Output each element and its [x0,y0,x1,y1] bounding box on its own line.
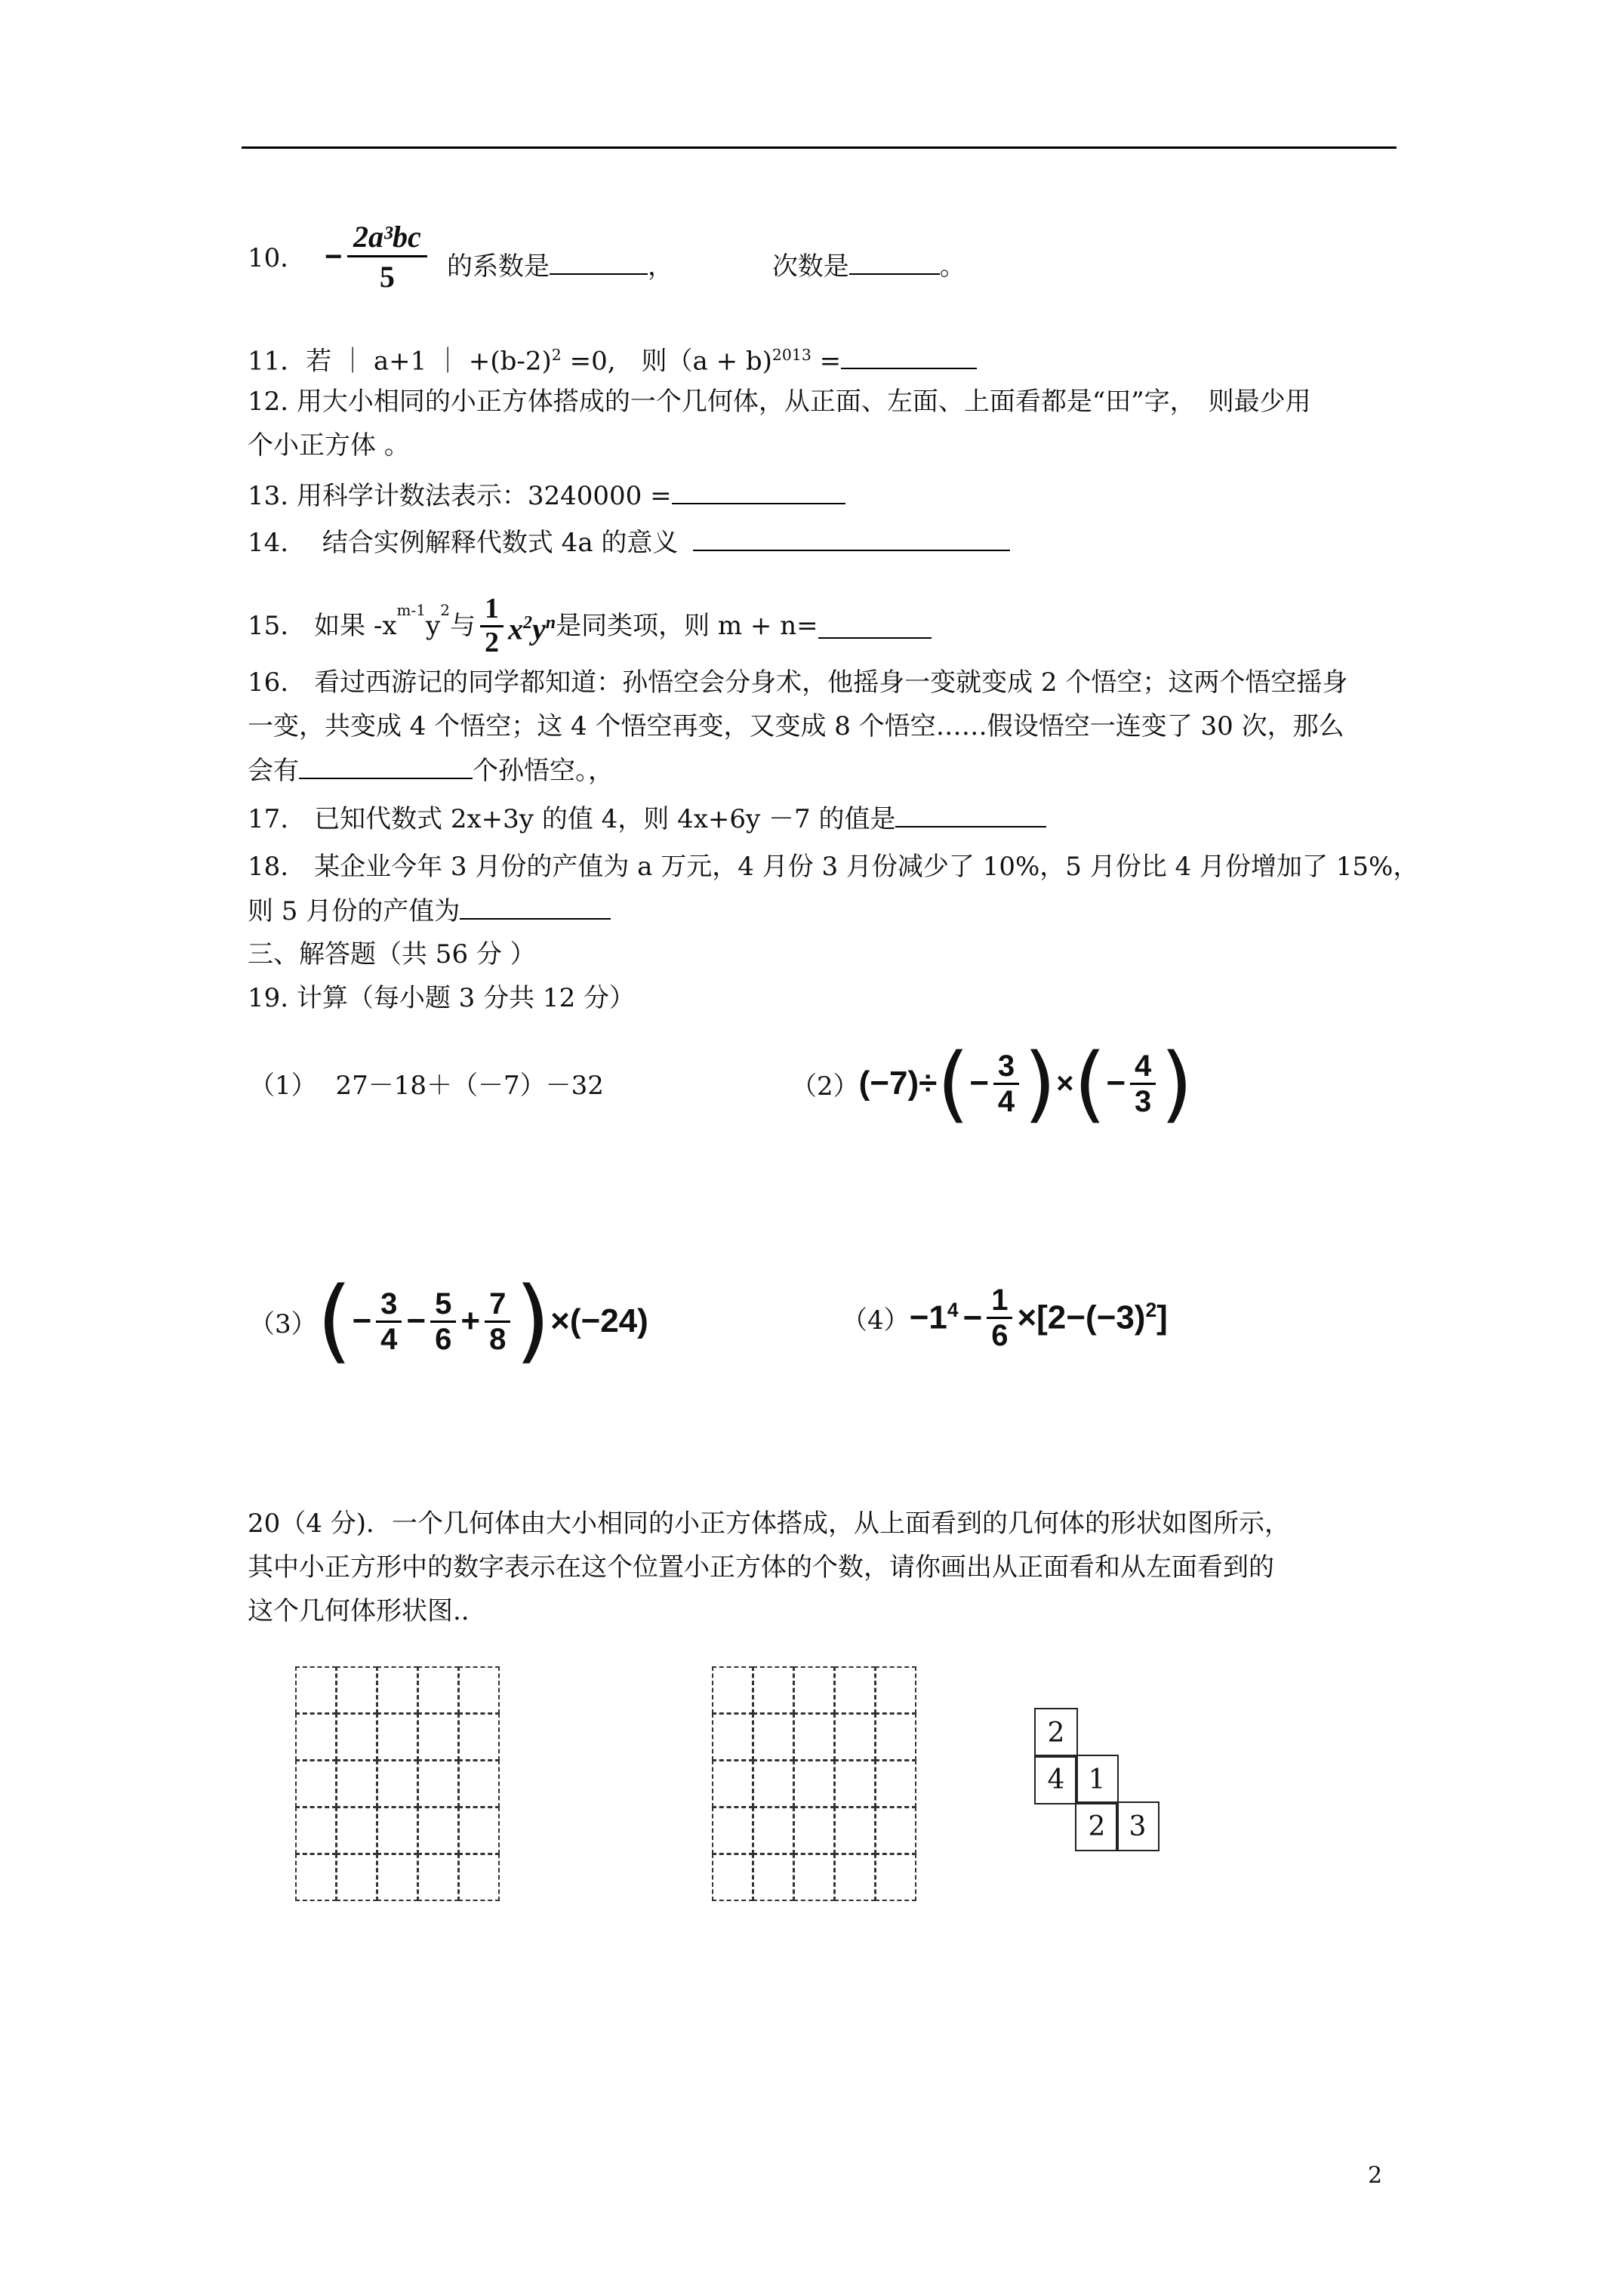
grid-cell[interactable] [295,1760,337,1808]
q19-part2-open-paren-1: ( [937,1035,970,1132]
q19-part4-tail-text: ×[2−(−3) [1017,1299,1146,1336]
grid-cell[interactable] [377,1713,418,1761]
q19-part2-lead: (−7)÷ [858,1065,938,1102]
grid-cell[interactable] [712,1854,753,1901]
grid-cell[interactable] [712,1760,753,1808]
question-14 [248,525,1010,559]
grid-cell[interactable] [793,1666,835,1714]
q15-monomial-x-exponent: 2 [522,613,532,633]
q19-part2-times: × [1056,1066,1074,1100]
q15-exponent-m: m-1 [396,601,426,619]
q10-comma: ， [648,251,673,282]
grid-cell[interactable] [336,1854,377,1901]
front-view-drawing-grid[interactable] [296,1667,500,1901]
q19-part4-minus: − [962,1299,983,1336]
grid-cell[interactable] [753,1807,794,1854]
q19-part2-open-paren-2: ( [1073,1035,1107,1132]
question-12-line1: 12. 用大小相同的小正方体搭成的一个几何体，从正面、左面、上面看都是“田”字， 则最少用 [248,387,1311,417]
page-number: 2 [1368,2162,1383,2189]
q13-answer-blank[interactable] [672,479,845,504]
q19-part3-open-paren: ( [316,1268,353,1373]
q19-part2-close-paren-2: ) [1160,1035,1193,1132]
grid-cell[interactable] [875,1807,916,1854]
grid-cell[interactable] [458,1666,500,1714]
left-view-drawing-grid[interactable] [713,1667,916,1901]
grid-cell[interactable] [875,1666,916,1714]
q13-text: 13. 用科学计数法表示：3240000 = [248,481,672,511]
grid-cell[interactable] [458,1713,500,1761]
q19-part4-close-bracket: ] [1156,1299,1168,1336]
q15-fraction [480,593,504,659]
q15-monomial [508,606,556,646]
q16-suffix: 个孙悟空。， [473,756,614,786]
q16-prefix: 会有 [248,756,299,786]
grid-cell[interactable] [793,1854,835,1901]
q19-part2-fraction-2-num: 4 [1130,1049,1156,1085]
q15-suffix: 是同类项，则 m + n= [556,611,818,642]
q15-with: 与 [449,611,476,642]
q18-answer-blank[interactable] [460,894,611,920]
grid-cell[interactable] [377,1854,418,1901]
grid-cell[interactable] [417,1713,459,1761]
q19-part2-fraction-1-den: 4 [997,1084,1015,1118]
grid-cell[interactable] [875,1760,916,1808]
grid-cell[interactable] [295,1807,337,1854]
question-11 [248,338,977,378]
q19-part3-fraction-1-den: 4 [380,1322,398,1356]
q19-part4 [842,1284,1168,1352]
section-3-title: 三、解答题（共 56 分 ） [248,939,536,969]
q16-answer-blank[interactable] [299,754,473,779]
grid-cell[interactable] [712,1666,753,1714]
q19-part1 [249,1069,604,1102]
question-20-line3: 这个几何体形状图.. [248,1596,470,1626]
q19-part3-plus: + [460,1302,481,1339]
q10-degree-blank[interactable] [849,249,940,275]
q15-fraction-numerator: 1 [480,593,504,627]
q19-part4-fraction-den: 6 [991,1319,1009,1352]
grid-cell[interactable] [793,1807,835,1854]
q15-monomial-x: x [507,612,523,646]
q19-part1-label: （1） [249,1071,317,1101]
q10-text [447,249,965,283]
q19-part4-fraction-num: 1 [987,1284,1012,1319]
top-view-cell: 4 [1034,1755,1078,1804]
q15-monomial-y: y [531,612,546,646]
grid-cell[interactable] [712,1807,753,1854]
grid-cell[interactable] [753,1666,794,1714]
top-view-cell: 3 [1116,1801,1160,1851]
q15-prefix: 15. 如果 -x [248,611,397,642]
q15-fraction-denominator: 2 [484,626,499,658]
question-20-line1: 20（4 分)．一个几何体由大小相同的小正方体搭成，从上面看到的几何体的形状如图所示， [248,1509,1290,1539]
grid-cell[interactable] [793,1713,835,1761]
top-view-cell: 1 [1075,1755,1119,1804]
q15-answer-blank[interactable] [818,613,932,639]
q19-part4-exponent-2: 2 [1145,1299,1157,1322]
grid-cell[interactable] [712,1713,753,1761]
q18-text: 则 5 月份的产值为 [248,896,460,926]
grid-cell[interactable] [377,1666,418,1714]
grid-cell[interactable] [417,1760,459,1808]
q19-part4-tail [1017,1299,1167,1337]
q19-part2-close-paren-1: ) [1024,1035,1057,1132]
grid-cell[interactable] [834,1854,876,1901]
q11-exponent: 2 [551,346,562,364]
grid-cell[interactable] [875,1854,916,1901]
grid-cell[interactable] [458,1807,500,1854]
q15-y: y [426,611,441,642]
top-view-cell: 2 [1075,1801,1119,1851]
q10-degree-label: 次数是 [771,251,849,282]
q10-fraction [347,219,427,297]
grid-cell[interactable] [875,1713,916,1761]
grid-cell[interactable] [834,1807,876,1854]
q10-period: 。 [939,251,965,282]
q19-part3-fraction-3-num: 7 [485,1287,510,1323]
q19-part4-base [910,1299,959,1337]
q14-answer-blank[interactable] [693,525,1010,551]
q19-part1-expression: 27－18＋（－7）－32 [335,1071,604,1101]
question-20-line2: 其中小正方形中的数字表示在这个位置小正方体的个数，请你画出从正面看和从左面看到的 [248,1552,1274,1583]
question-16-line2: 一变，共变成 4 个悟空；这 4 个悟空再变，又变成 8 个悟空……假设悟空一连变了 30 次，那么 [248,711,1344,741]
grid-cell[interactable] [417,1666,459,1714]
q19-part2-fraction-2 [1130,1049,1156,1118]
q11-exponent-2013: 2013 [771,346,812,364]
q10-number: 10． [248,243,306,273]
grid-cell[interactable] [336,1807,377,1854]
q10-fraction-denominator: 5 [379,260,395,294]
question-13 [248,479,845,513]
q19-part3-close-paren: ) [515,1268,551,1373]
grid-cell[interactable] [834,1713,876,1761]
q11-middle: =0, 则（a + b) [561,346,772,377]
q11-text: 11．若 ｜ a+1 ｜ +(b-2) [248,346,552,377]
q19-part3-fraction-3 [485,1287,510,1356]
question-19-title: 19. 计算（每小题 3 分共 12 分） [248,983,636,1013]
grid-cell[interactable] [834,1760,876,1808]
question-10 [248,240,342,275]
grid-cell[interactable] [336,1713,377,1761]
grid-cell[interactable] [834,1666,876,1714]
q19-part3-fraction-2 [430,1287,456,1356]
q19-part2-fraction-2-den: 3 [1135,1084,1152,1118]
q19-part3-minus-2: − [406,1302,427,1339]
q19-part4-base-value: −1 [909,1299,947,1336]
grid-cell[interactable] [336,1666,377,1714]
q19-part3-minus-1: − [352,1302,372,1339]
grid-cell[interactable] [417,1807,459,1854]
q19-part4-label: （4） [842,1305,910,1336]
grid-cell[interactable] [336,1760,377,1808]
q11-equals: = [811,346,842,377]
q19-part3-label: （3） [249,1308,317,1339]
grid-cell[interactable] [417,1854,459,1901]
q11-answer-blank[interactable] [841,344,977,369]
q17-answer-blank[interactable] [895,802,1046,827]
grid-cell[interactable] [753,1713,794,1761]
question-16-line3 [248,754,614,787]
grid-cell[interactable] [793,1760,835,1808]
grid-cell[interactable] [295,1666,337,1714]
q15-monomial-y-exponent: n [545,613,556,633]
top-view-cell: 2 [1034,1708,1078,1758]
grid-cell[interactable] [295,1854,337,1901]
q19-part2-label: （2） [791,1071,859,1102]
q10-coefficient-blank[interactable] [550,249,648,275]
q19-part2-fraction-1 [993,1049,1019,1118]
q19-part3 [249,1268,648,1373]
q19-part2-minus-2: − [1106,1065,1126,1102]
q19-part3-fraction-2-num: 5 [430,1287,456,1323]
grid-cell[interactable] [458,1854,500,1901]
q14-text: 14. 结合实例解释代数式 4a 的意义 [248,528,679,558]
q19-part4-exponent: 4 [947,1299,959,1322]
grid-cell[interactable] [458,1760,500,1808]
question-12-line2: 个小正方体 。 [248,430,410,461]
grid-cell[interactable] [377,1807,418,1854]
q10-coefficient-label: 的系数是 [447,251,550,282]
q15-exponent-y: 2 [440,601,450,619]
q19-part3-fraction-2-den: 6 [435,1322,452,1356]
grid-cell[interactable] [377,1760,418,1808]
q19-part2 [791,1035,1193,1132]
grid-cell[interactable] [753,1760,794,1808]
question-18-line2 [248,894,611,928]
q19-part3-fraction-1-num: 3 [376,1287,402,1323]
question-15 [248,593,932,659]
grid-cell[interactable] [753,1854,794,1901]
q10-minus: − [325,240,343,273]
question-16-line1: 16. 看过西游记的同学都知道：孙悟空会分身术，他摇身一变就变成 2 个悟空；这两个悟空摇身 [248,667,1348,698]
q19-part4-fraction [987,1284,1012,1352]
header-rule [242,146,1397,149]
q19-part3-tail: ×(−24) [550,1302,648,1339]
q10-fraction-numerator: 2a³bc [347,219,427,257]
q19-part3-fraction-1 [376,1287,402,1356]
question-17 [248,802,1046,836]
q19-part3-fraction-3-den: 8 [489,1322,507,1356]
q17-text: 17. 已知代数式 2x+3y 的值 4，则 4x+6y －7 的值是 [248,804,896,834]
top-view-figure [1034,1708,1163,1881]
question-18-line1: 18. 某企业今年 3 月份的产值为 a 万元，4 月份 3 月份减少了 10%，5 月份比 4 月份增加了 15%， [248,852,1419,882]
q19-part2-fraction-1-num: 3 [993,1049,1019,1085]
grid-cell[interactable] [295,1713,337,1761]
q19-part2-minus-1: − [969,1065,989,1102]
